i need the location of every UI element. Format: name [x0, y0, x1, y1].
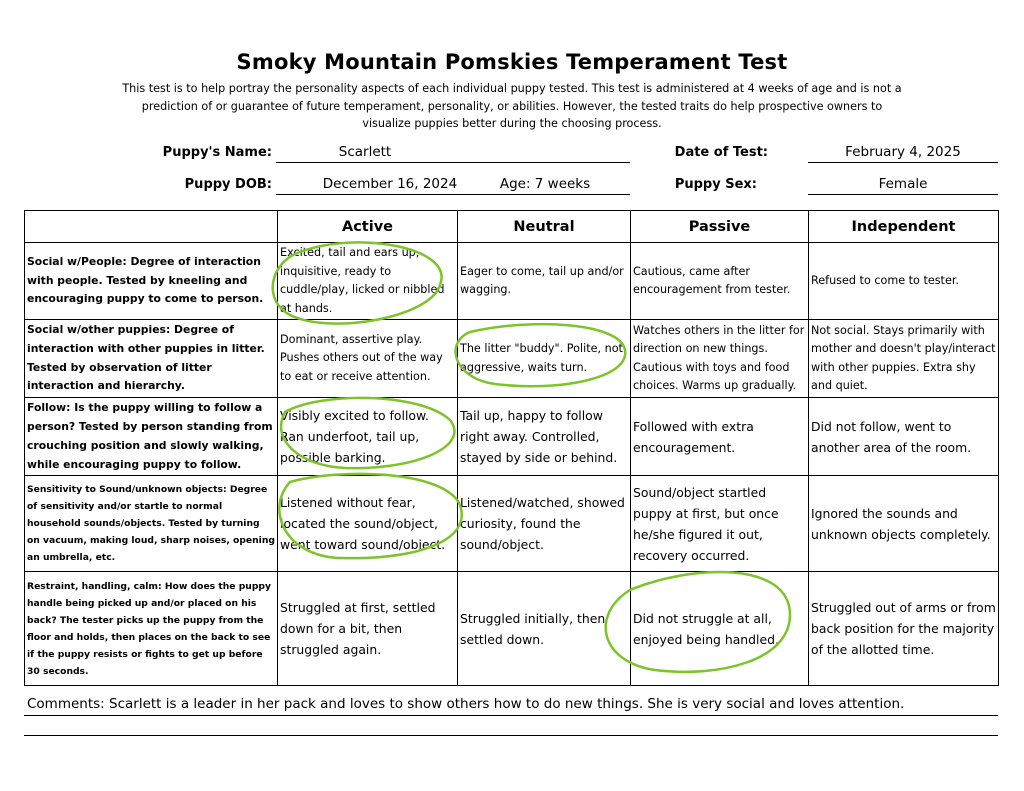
cell-passive: Watches others in the litter for direction on new things. Cautious with toys and food choices. Warms up gradually.	[631, 320, 809, 398]
cell-independent: Refused to come to tester.	[809, 243, 999, 320]
date-of-test-line	[808, 162, 998, 163]
puppy-sex-label: Puppy Sex:	[674, 177, 757, 192]
header-criterion	[25, 211, 278, 243]
header-active: Active	[278, 211, 458, 243]
cell-neutral: Tail up, happy to follow right away. Controlled, stayed by side or behind.	[458, 398, 631, 476]
cell-passive: Did not struggle at all, enjoyed being handled.	[631, 572, 809, 686]
page-title: Smoky Mountain Pomskies Temperament Test	[236, 50, 788, 74]
cell-active: Dominant, assertive play. Pushes others out of the way to eat or receive attention.	[278, 320, 458, 398]
table-row	[25, 476, 999, 572]
cell-neutral: The litter "buddy". Polite, not aggressive, waits turn.	[458, 320, 631, 398]
date-of-test-label: Date of Test:	[674, 145, 768, 160]
cell-neutral: Listened/watched, showed curiosity, found the sound/object.	[458, 476, 631, 572]
comments-line-2	[24, 735, 998, 736]
puppy-sex-line	[808, 194, 998, 195]
table-row	[25, 572, 999, 686]
puppy-age-value: Age: 7 weeks	[499, 176, 591, 192]
cell-active: Listened without fear, located the sound/object, went toward sound/object.	[278, 476, 458, 572]
puppy-dob-line	[276, 194, 630, 195]
table-row	[25, 320, 999, 398]
puppy-name-line	[276, 162, 630, 163]
criterion-follow: Follow: Is the puppy willing to follow a person? Tested by person standing from crouching position and slowly walking, while encouraging puppy to follow.	[25, 398, 278, 476]
header-passive: Passive	[631, 211, 809, 243]
puppy-sex-value: Female	[878, 176, 928, 192]
header-neutral: Neutral	[458, 211, 631, 243]
criterion-social-puppies: Social w/other puppies: Degree of interaction with other puppies in litter. Tested by observation of litter interaction and hierarchy.	[25, 320, 278, 398]
cell-active: Struggled at first, settled down for a bit, then struggled again.	[278, 572, 458, 686]
cell-passive: Cautious, came after encouragement from tester.	[631, 243, 809, 320]
puppy-dob-label: Puppy DOB:	[184, 177, 272, 192]
cell-neutral: Struggled initially, then settled down.	[458, 572, 631, 686]
puppy-name-label: Puppy's Name:	[162, 145, 272, 160]
cell-passive: Followed with extra encouragement.	[631, 398, 809, 476]
temperament-table	[24, 210, 999, 686]
cell-neutral: Eager to come, tail up and/or wagging.	[458, 243, 631, 320]
cell-independent: Struggled out of arms or from back position for the majority of the allotted time.	[809, 572, 999, 686]
cell-active: Excited, tail and ears up, inquisitive, ready to cuddle/play, licked or nibbled at hands.	[278, 243, 458, 320]
cell-independent: Not social. Stays primarily with mother and doesn't play/interact with other puppies. Extra shy and quiet.	[809, 320, 999, 398]
cell-independent: Ignored the sounds and unknown objects completely.	[809, 476, 999, 572]
cell-independent: Did not follow, went to another area of the room.	[809, 398, 999, 476]
date-of-test-value: February 4, 2025	[845, 144, 961, 160]
puppy-name-value: Scarlett	[338, 144, 392, 160]
comments-line-1	[24, 715, 998, 716]
comments: Comments: Scarlett is a leader in her pack and loves to show others how to do new things. She is very social and loves attention.	[27, 696, 905, 712]
cell-active: Visibly excited to follow. Ran underfoot, tail up, possible barking.	[278, 398, 458, 476]
table-row	[25, 243, 999, 320]
intro-paragraph: This test is to help portray the personality aspects of each individual puppy tested. This test is administered at 4 weeks of age and is not a prediction of or guarantee of future temperament, personality, or abilities. However, the tested traits do help prospective owners to visualize puppies better during the choosing process.	[122, 82, 902, 130]
header-independent: Independent	[809, 211, 999, 243]
criterion-social-people: Social w/People: Degree of interaction with people. Tested by kneeling and encouraging puppy to come to person.	[25, 243, 278, 320]
puppy-dob-value: December 16, 2024	[322, 176, 458, 192]
criterion-sensitivity: Sensitivity to Sound/unknown objects: Degree of sensitivity and/or startle to normal household sounds/objects. Tested by turning on vacuum, making loud, sharp noises, opening an umbrella, etc.	[25, 476, 278, 572]
cell-passive: Sound/object startled puppy at first, but once he/she figured it out, recovery occurred.	[631, 476, 809, 572]
table-row	[25, 398, 999, 476]
criterion-restraint: Restraint, handling, calm: How does the puppy handle being picked up and/or placed on his back? The tester picks up the puppy from the floor and holds, then places on the back to see if the puppy resists or fights to get up before 30 seconds.	[25, 572, 278, 686]
